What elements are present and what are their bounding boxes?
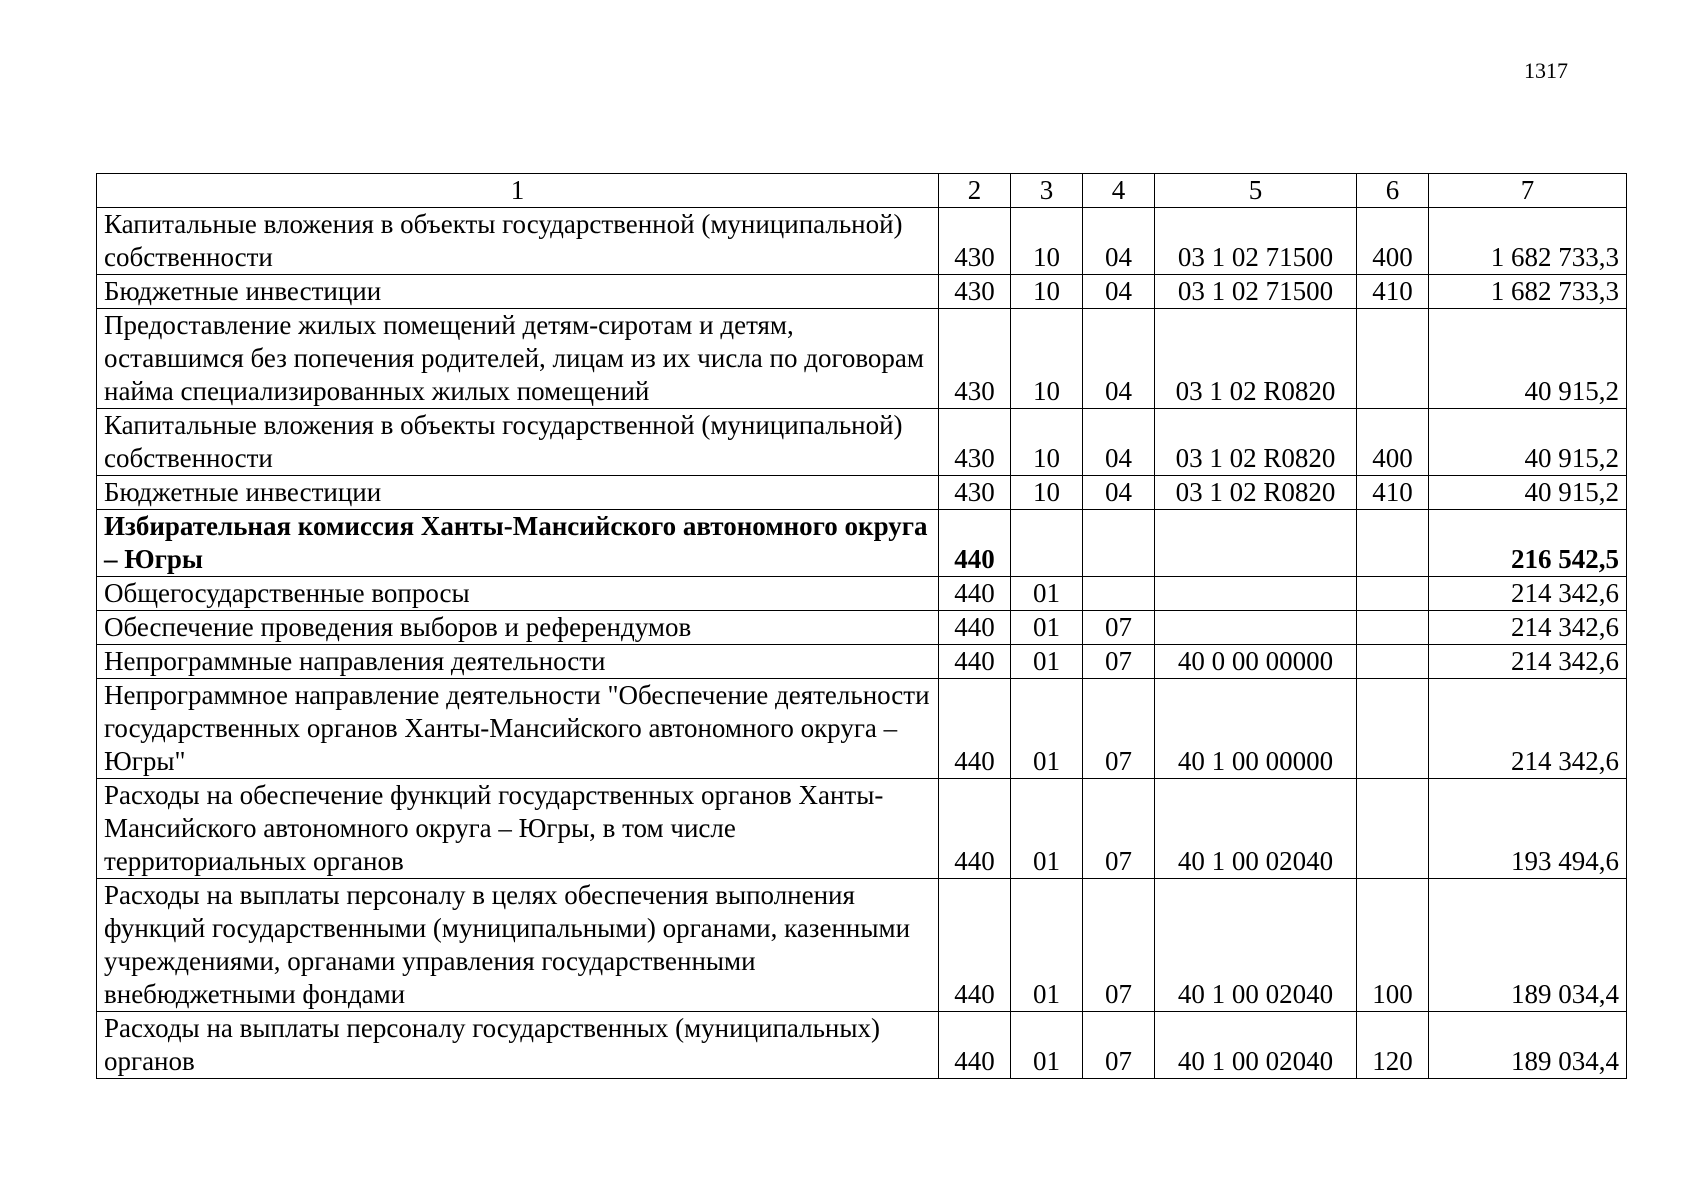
- row-code-3: 01: [1011, 611, 1083, 645]
- row-amount: 40 915,2: [1429, 309, 1627, 409]
- row-name: Расходы на обеспечение функций государственных органов Ханты-Мансийского автономного округа – Югры, в том числе территориальных органов: [97, 779, 939, 879]
- row-code-5: 03 1 02 R0820: [1155, 409, 1357, 476]
- row-amount: 40 915,2: [1429, 476, 1627, 510]
- row-code-4: [1083, 577, 1155, 611]
- row-code-2: 430: [939, 309, 1011, 409]
- row-code-5: 03 1 02 R0820: [1155, 476, 1357, 510]
- row-code-2: 440: [939, 779, 1011, 879]
- row-amount: 193 494,6: [1429, 779, 1627, 879]
- row-code-6: 100: [1357, 879, 1429, 1012]
- column-header: 4: [1083, 174, 1155, 208]
- row-code-3: 10: [1011, 309, 1083, 409]
- row-code-6: [1357, 779, 1429, 879]
- row-code-4: 04: [1083, 275, 1155, 309]
- row-code-5: [1155, 510, 1357, 577]
- table-row: [97, 275, 1627, 309]
- row-amount: 216 542,5: [1429, 510, 1627, 577]
- row-name: Непрограммные направления деятельности: [97, 645, 939, 679]
- table-row: [97, 577, 1627, 611]
- row-code-4: [1083, 510, 1155, 577]
- row-name: Расходы на выплаты персоналу в целях обеспечения выполнения функций государственными (муниципальными) органами, казенными учреждениями, органами управления государственными внебюджетными фондами: [97, 879, 939, 1012]
- row-code-5: 03 1 02 71500: [1155, 275, 1357, 309]
- row-name: Предоставление жилых помещений детям-сиротам и детям, оставшимся без попечения родителей, лицам из их числа по договорам найма специализированных жилых помещений: [97, 309, 939, 409]
- row-code-6: 410: [1357, 275, 1429, 309]
- row-code-2: 430: [939, 208, 1011, 275]
- row-name: Капитальные вложения в объекты государственной (муниципальной) собственности: [97, 208, 939, 275]
- row-code-3: 01: [1011, 879, 1083, 1012]
- row-code-2: 440: [939, 645, 1011, 679]
- row-amount: 1 682 733,3: [1429, 275, 1627, 309]
- row-amount: 189 034,4: [1429, 879, 1627, 1012]
- row-code-2: 440: [939, 577, 1011, 611]
- row-code-4: 07: [1083, 611, 1155, 645]
- row-code-2: 440: [939, 611, 1011, 645]
- row-code-6: 400: [1357, 409, 1429, 476]
- row-code-5: 03 1 02 R0820: [1155, 309, 1357, 409]
- row-code-3: 01: [1011, 645, 1083, 679]
- row-code-2: 440: [939, 879, 1011, 1012]
- row-code-2: 430: [939, 409, 1011, 476]
- row-code-5: [1155, 577, 1357, 611]
- table-row: [97, 208, 1627, 275]
- row-code-5: 40 0 00 00000: [1155, 645, 1357, 679]
- row-name: Капитальные вложения в объекты государственной (муниципальной) собственности: [97, 409, 939, 476]
- row-code-3: 01: [1011, 577, 1083, 611]
- row-code-6: [1357, 679, 1429, 779]
- row-amount: 214 342,6: [1429, 577, 1627, 611]
- row-amount: 40 915,2: [1429, 409, 1627, 476]
- row-code-2: 430: [939, 476, 1011, 510]
- row-code-5: 40 1 00 02040: [1155, 779, 1357, 879]
- row-code-4: 07: [1083, 645, 1155, 679]
- row-code-5: 40 1 00 02040: [1155, 879, 1357, 1012]
- row-code-3: 10: [1011, 208, 1083, 275]
- row-code-3: 01: [1011, 1012, 1083, 1079]
- row-code-6: 400: [1357, 208, 1429, 275]
- row-name: Обеспечение проведения выборов и референдумов: [97, 611, 939, 645]
- row-name: Общегосударственные вопросы: [97, 577, 939, 611]
- table-row: [97, 679, 1627, 779]
- row-code-5: [1155, 611, 1357, 645]
- row-name: Расходы на выплаты персоналу государственных (муниципальных) органов: [97, 1012, 939, 1079]
- row-code-6: [1357, 309, 1429, 409]
- table-row: [97, 409, 1627, 476]
- page-number: 1317: [1524, 58, 1568, 83]
- column-header: 1: [97, 174, 939, 208]
- row-code-6: [1357, 577, 1429, 611]
- table-row: [97, 476, 1627, 510]
- row-code-6: 410: [1357, 476, 1429, 510]
- row-amount: 214 342,6: [1429, 645, 1627, 679]
- row-code-6: 120: [1357, 1012, 1429, 1079]
- row-code-5: 03 1 02 71500: [1155, 208, 1357, 275]
- column-header: 2: [939, 174, 1011, 208]
- column-header: 5: [1155, 174, 1357, 208]
- row-code-2: 440: [939, 1012, 1011, 1079]
- row-code-4: 07: [1083, 679, 1155, 779]
- row-code-2: 440: [939, 679, 1011, 779]
- row-code-4: 04: [1083, 208, 1155, 275]
- row-amount: 189 034,4: [1429, 1012, 1627, 1079]
- row-code-4: 07: [1083, 879, 1155, 1012]
- row-name: Бюджетные инвестиции: [97, 476, 939, 510]
- row-name: Избирательная комиссия Ханты-Мансийского автономного округа – Югры: [97, 510, 939, 577]
- row-code-3: 10: [1011, 275, 1083, 309]
- table-row: [97, 1012, 1627, 1079]
- row-code-2: 440: [939, 510, 1011, 577]
- row-amount: 214 342,6: [1429, 679, 1627, 779]
- row-code-4: 07: [1083, 1012, 1155, 1079]
- row-code-6: [1357, 510, 1429, 577]
- table-row: [97, 510, 1627, 577]
- table-row: [97, 309, 1627, 409]
- table-header-row: [97, 174, 1627, 208]
- row-code-6: [1357, 645, 1429, 679]
- row-amount: 1 682 733,3: [1429, 208, 1627, 275]
- row-code-4: 07: [1083, 779, 1155, 879]
- table-body: [97, 208, 1627, 1079]
- table-row: [97, 611, 1627, 645]
- row-name: Непрограммное направление деятельности "Обеспечение деятельности государственных органов Ханты-Мансийского автономного округа – Югры": [97, 679, 939, 779]
- table-row: [97, 645, 1627, 679]
- row-code-3: 01: [1011, 679, 1083, 779]
- row-code-4: 04: [1083, 409, 1155, 476]
- row-code-3: 10: [1011, 409, 1083, 476]
- row-code-5: 40 1 00 02040: [1155, 1012, 1357, 1079]
- row-code-3: 10: [1011, 476, 1083, 510]
- row-code-2: 430: [939, 275, 1011, 309]
- table-row: [97, 879, 1627, 1012]
- row-code-4: 04: [1083, 309, 1155, 409]
- row-amount: 214 342,6: [1429, 611, 1627, 645]
- column-header: 3: [1011, 174, 1083, 208]
- column-header: 7: [1429, 174, 1627, 208]
- row-code-3: 01: [1011, 779, 1083, 879]
- budget-table: [96, 173, 1627, 1079]
- row-name: Бюджетные инвестиции: [97, 275, 939, 309]
- row-code-5: 40 1 00 00000: [1155, 679, 1357, 779]
- column-header: 6: [1357, 174, 1429, 208]
- row-code-6: [1357, 611, 1429, 645]
- row-code-4: 04: [1083, 476, 1155, 510]
- row-code-3: [1011, 510, 1083, 577]
- table-row: [97, 779, 1627, 879]
